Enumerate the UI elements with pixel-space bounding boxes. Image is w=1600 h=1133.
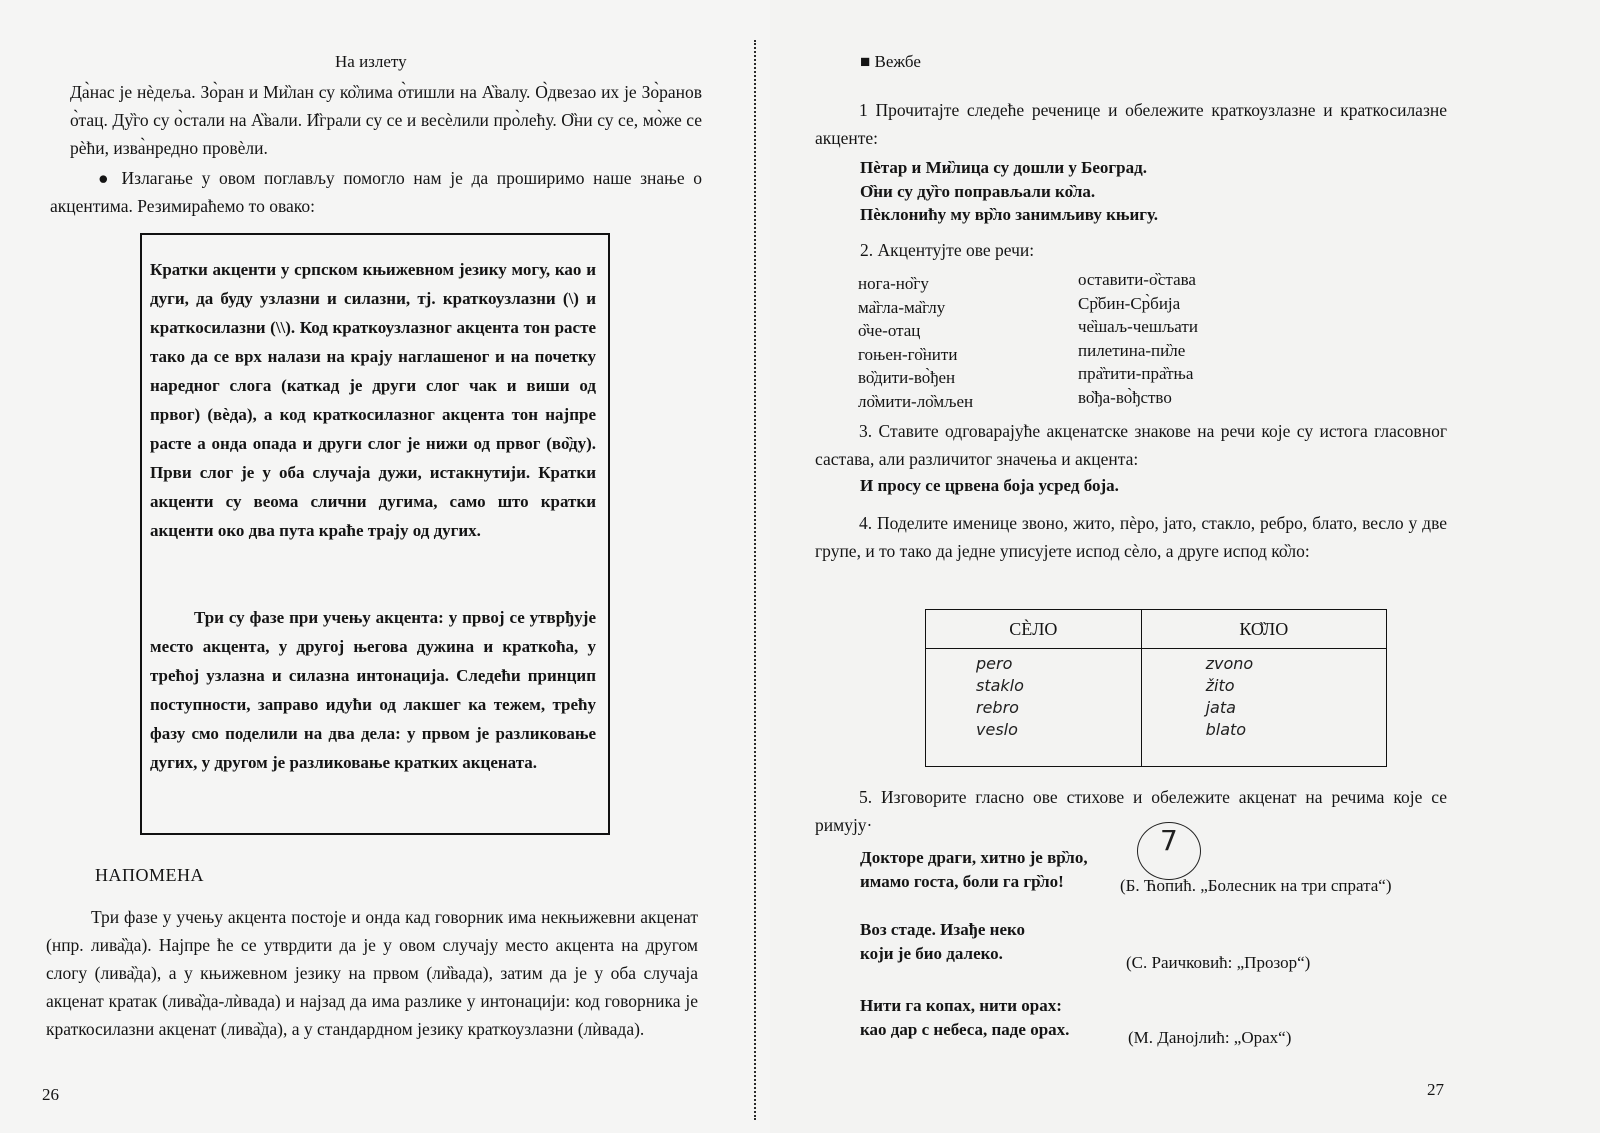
word-pair: Ср̏бин-Ср̀бија [1078, 293, 1181, 313]
word-pair: о̏че-отац [858, 321, 921, 340]
word-pair: ма̏гла-ма̏глу [858, 297, 946, 317]
right-page [770, 0, 1600, 1133]
handwritten-word: žito [1205, 676, 1235, 695]
exercise-2-column-right [1078, 268, 1198, 409]
bullet-icon: ● [98, 168, 113, 188]
handwritten-number: 7 [1160, 824, 1178, 857]
handwritten-word: veslo [976, 720, 1018, 739]
handwritten-word: rebro [976, 698, 1019, 717]
poem-line: Докторе драги, хитно је вр̏ло, [860, 848, 1088, 867]
exercise-2-instruction: 2. Акцентујте ове речи: [860, 240, 1035, 260]
handwritten-word: blato [1205, 720, 1247, 739]
summary-text: Излагање у овом поглављу помогло нам је да проширимо наше знање о акцентима. Резимираћемо то овако: [50, 168, 702, 216]
word-pair: пилетина-пи̏ле [1078, 340, 1186, 360]
word-pair: че̏шаљ-чешљати [1078, 317, 1198, 336]
left-page [0, 0, 770, 1133]
table-cell-selo [926, 649, 1142, 767]
word-pair: гоњен-го̏нити [858, 344, 958, 364]
exercises-heading: ■ Вежбе [860, 52, 921, 71]
poem-line: Нити га копах, нити орах: [860, 996, 1062, 1015]
summary-paragraph [50, 164, 702, 220]
handwritten-word: zvono [1205, 654, 1254, 673]
note-heading: НАПОМЕНА [95, 865, 204, 885]
word-pair: ло̏мити-ло̏мљен [858, 391, 974, 411]
sentence-line: Пѐтар и Ми̏лица су дошли у Београд. [860, 158, 1147, 177]
poem-3-source: (М. Данојлић: „Орах“) [1128, 1028, 1292, 1047]
word-pair: оставити-о̏става [1078, 270, 1196, 289]
exercise-1-instruction: 1 Прочитајте следеће реченице и обележите краткоузлазне и краткосилазне акценте: [815, 100, 1447, 148]
exercise-4-instruction: 4. Поделите именице звоно, жито, пѐро, јато, стакло, ребро, блато, весло у две групе, и то тако да једне уписујете испод сѐло, а друге испод ко̏ло: [815, 513, 1447, 561]
exercise-1-sentences [860, 156, 1158, 227]
exercise-4-table [925, 609, 1387, 767]
poem-3 [860, 994, 1069, 1041]
word-pair: пра̏тити-пра̏тња [1078, 364, 1194, 383]
rule-box-paragraph-2: Три су фазе при учењу акцента: у првој се утврђује место акцента, у другој његова дужина и краткоћа, у трећој узлазна и силазна интонација. Следећи принцип поступности, заправо идући од лакшег ка тежем, трећу фазу смо поделили на два дела: у првом је разликовање дугих, у другом је разликовање кратких акцената. [150, 608, 596, 772]
poem-1 [860, 846, 1088, 893]
poem-line: који је био далеко. [860, 943, 1003, 963]
poem-line: имамо госта, боли га гр̏ло! [860, 871, 1064, 891]
word-pair: во̏дити-во̀ђен [858, 368, 956, 387]
page-number-right: 27 [1427, 1080, 1444, 1099]
word-pair: нога-но̏гу [858, 274, 929, 293]
handwritten-word: jata [1205, 698, 1236, 717]
gutter-binding [754, 40, 762, 1120]
page-title: На излету [335, 52, 407, 71]
table-header-selo: СЀЛО [926, 610, 1142, 649]
handwritten-word: pero [976, 654, 1013, 673]
exercise-3-sentence: И просу се црвена боја усред боја. [860, 476, 1119, 495]
poem-line: Воз стаде. Изађе неко [860, 920, 1026, 939]
table-cell-kolo [1141, 649, 1386, 767]
exercise-3-instruction: 3. Ставите одговарајуће акценатске знакове на речи које су истога гласовног састава, али различитог значења и акцента: [815, 421, 1447, 469]
square-bullet-icon: ■ [860, 52, 871, 71]
handwritten-word: staklo [976, 676, 1024, 695]
sentence-line: Пѐклонићу му вр̏ло занимљиву књигу. [860, 205, 1159, 224]
sentence-line: О̏ни су ду̏го поправљали ко̏ла. [860, 181, 1096, 201]
exercise-5-instruction: 5. Изговорите гласно ове стихове и обележите акценат на речима које се римују· [815, 787, 1447, 835]
page-number-left: 26 [42, 1085, 59, 1104]
poem-1-source: (Б. Ћопић. „Болесник на три спрата“) [1120, 876, 1392, 895]
intro-paragraph: Да̀нас је нѐдеља. Зо̀ран и Ми̏лан су ко̏лима о̀тишли на А̏валу. О̀двезао их је Зо̀ранов о̀тац. Ду̏го су о̀стали на А̏вали. И̏грали су се и весѐлили про̀лећу. О̏ни су се, мо̀же се рѐћи, изва̀нредно провѐли. [70, 82, 702, 158]
poem-2-source: (С. Раичковић: „Прозор“) [1126, 953, 1311, 972]
exercise-2-column-left [858, 272, 973, 413]
note-paragraph: Три фазе у учењу акцента постоје и онда кад говорник има некњижевни акценат (нпр. лива̏да). Најпре ће се утврдити да је у овом случају место акцента на другом слогу (лива̏да), а у књижевном језику на првом (ли̏вада), затим да је у оба случаја акценат кратак (лива̏да-лѝвада) и најзад да има разлике у интонацији: код говорника је краткосилазни акценат (лива̏да), а у стандардном језику краткоузлазни (лѝвада). [46, 907, 698, 1039]
rule-box-paragraph-1: Кратки акценти у српском књижевном језику могу, као и дуги, да буду узлазни и силазни, тј. краткоузлазни (\) и краткосилазни (\\). Код краткоузлазног акцента тон расте тако да се врх налази на крају наглашеног и на почетку наредног слога (каткад је други слог чак и виши од првог) (вѐда), а код краткосилазног акцента тон најпре расте а онда опада и други слог је нижи од првог (во̏ду). Први слог је у оба случаја дужи, истакнутији. Кратки акценти су веома слични дугима, само што кратки акценти око два пута краће трају од дугих. [150, 260, 596, 540]
table-header-kolo: КО̏ЛО [1141, 610, 1386, 649]
poem-line: као дар с небеса, паде орах. [860, 1019, 1070, 1039]
poem-2 [860, 918, 1025, 965]
word-pair: во̏ђа-во̀ђство [1078, 387, 1172, 407]
